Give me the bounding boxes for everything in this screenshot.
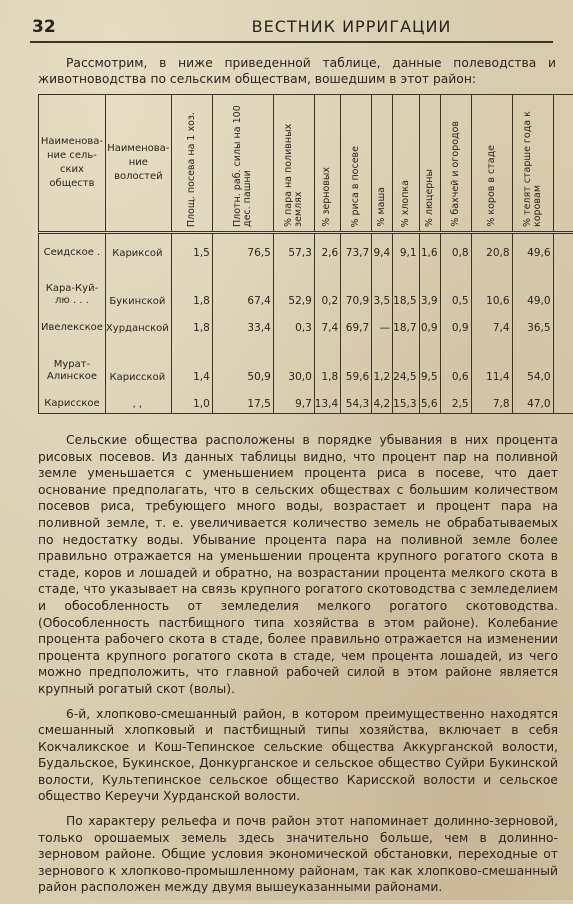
- value-cell: 52,9: [273, 262, 314, 310]
- table-row: [39, 262, 573, 310]
- value-cell: 70,9: [341, 262, 372, 310]
- column-header-label: % зерновых: [322, 163, 332, 231]
- value-cell: 69,7: [341, 310, 372, 337]
- value-cell: 36,5: [512, 310, 553, 337]
- column-header-label: Плотн. раб. силы на 100 дес. пашни: [233, 95, 253, 231]
- value-cell: 50,9: [212, 337, 273, 385]
- value-cell: [553, 262, 573, 310]
- value-cell: 18,7: [393, 310, 419, 337]
- column-header-label: % пара на поливных землях: [284, 95, 304, 231]
- value-cell: 57,3: [273, 233, 314, 263]
- value-cell: 15,3: [393, 386, 419, 414]
- society-name-cell: Кара-Куй-лю . . .: [39, 262, 106, 310]
- value-cell: 1,5: [171, 233, 212, 263]
- value-cell: 73,7: [341, 233, 372, 263]
- value-cell: 1,8: [314, 337, 340, 385]
- column-header-1: Наименова-ние волостей: [105, 95, 171, 233]
- column-header-label: % телят старше года к коровам: [523, 95, 543, 231]
- volost-name-cell: Карисской: [105, 337, 171, 385]
- column-header-label: % коров в стаде: [487, 141, 497, 231]
- table-row: [39, 310, 573, 337]
- society-name-cell: Ивелекское: [39, 310, 106, 337]
- column-header-6: [341, 95, 372, 233]
- value-cell: 2,5: [440, 386, 471, 414]
- society-name-cell: Сеидское .: [39, 233, 106, 263]
- table-body: [39, 233, 573, 414]
- value-cell: 2,6: [314, 233, 340, 263]
- value-cell: 67,4: [212, 262, 273, 310]
- value-cell: 0,6: [440, 337, 471, 385]
- statistics-table: [38, 94, 573, 414]
- column-header-3: [212, 95, 273, 233]
- value-cell: 13,4: [314, 386, 340, 414]
- value-cell: 0,3: [273, 310, 314, 337]
- column-header-8: [393, 95, 419, 233]
- volost-name-cell: , ,: [105, 386, 171, 414]
- page-header: [30, 15, 553, 43]
- volost-name-cell: Хурданской: [105, 310, 171, 337]
- volost-name-cell: Букинской: [105, 262, 171, 310]
- value-cell: 1,8: [171, 262, 212, 310]
- value-cell: 1,4: [171, 337, 212, 385]
- value-cell: 0,2: [314, 262, 340, 310]
- value-cell: 33,4: [212, 310, 273, 337]
- value-cell: 3,5: [372, 262, 393, 310]
- value-cell: 1,6: [419, 233, 440, 263]
- column-header-label: % риса в посеве: [351, 142, 361, 231]
- column-header-label: % бахчей и огородов: [451, 117, 461, 231]
- value-cell: 76,5: [212, 233, 273, 263]
- value-cell: 30,0: [273, 337, 314, 385]
- value-cell: 11,4: [471, 337, 512, 385]
- column-header-5: [314, 95, 340, 233]
- society-name-cell: Мурат-Алинское: [39, 337, 106, 385]
- column-header-7: [372, 95, 393, 233]
- column-header-11: [471, 95, 512, 233]
- table-row: [39, 233, 573, 263]
- intro-paragraph: Рассмотрим, в ниже приведенной таблице, данные полеводства и животноводства по сельским обществам, вошедшим в этот район:: [38, 55, 556, 87]
- value-cell: 18,5: [393, 262, 419, 310]
- column-header-13: [553, 95, 573, 233]
- value-cell: 49,6: [512, 233, 553, 263]
- society-name-cell: Карисское: [39, 386, 106, 414]
- value-cell: 0,5: [440, 262, 471, 310]
- paragraph-1: Сельские общества расположены в порядке убывания в них процента рисовых посевов. Из данных таблицы видно, что процент пар на поливной земле уменьшается с уменьшением процента риса в посеве, что дает основание предполагать, что в сельских обществах с большим количеством посевов риса, требующего много воды, возрастает и процент пара на поливной земле, т. е. увеличивается количество земель не обрабатываемых по недостатку воды. Убывание процента пара на поливной земле более правильно отражается на уменьшении процента крупного рогатого скота в стаде, коров и лошадей и обратно, на возрастании процента мелкого скота в стаде, что указывает на связь крупного рогатого скотоводства с земледелием и обособленность от земледелия мелкого рогатого скотоводства. (Обособленность пастбищного типа хозяйства в этом районе). Колебание процента рабочего скота в стаде, более правильно отражается на изменении процента крупного рогатого скота в стаде, чем процента лошадей, из чего можно предположить, что главной рабочей силой в этом районе является крупный рогатый скот (волы).: [38, 432, 558, 698]
- value-cell: 17,5: [212, 386, 273, 414]
- value-cell: 4,2: [372, 386, 393, 414]
- paragraph-3: По характеру рельефа и почв район этот напоминает долинно-зерновой, только орошаемых земель здесь значительно больше, чем в долинно-зерновом районе. Общие условия экономической обстановки, переходные от зернового к хлопково-промышленному районам, так как хлопково-смешанный район расположен между двумя вышеуказанными районами.: [38, 813, 558, 896]
- volost-name-cell: Кариксой: [105, 233, 171, 263]
- value-cell: 54,3: [341, 386, 372, 414]
- column-header-label: Площ. посева на 1 хоз.: [187, 108, 197, 231]
- value-cell: 9,7: [273, 386, 314, 414]
- value-cell: 7,8: [471, 386, 512, 414]
- value-cell: 9,1: [393, 233, 419, 263]
- table-header-row: [39, 95, 573, 233]
- column-header-2: [171, 95, 212, 233]
- value-cell: 49,0: [512, 262, 553, 310]
- column-header-4: [273, 95, 314, 233]
- value-cell: 7,4: [314, 310, 340, 337]
- value-cell: 5,6: [419, 386, 440, 414]
- table-row: [39, 337, 573, 385]
- value-cell: [553, 337, 573, 385]
- paragraph-2: 6-й, хлопково-смешанный район, в котором преимущественно находятся смешанный хлопковый и пастбищный типы хозяйства, включает в себя Кокчаликское и Кош-Тепинское сельские общества Аккурганской волости, Будальское, Букинское, Донкурганское и сельское общество Суйри Букинской волости, Культепинское сельское общество Карисской волости и сельское общество Кереучи Хурданской волости.: [38, 706, 558, 806]
- value-cell: 54,0: [512, 337, 553, 385]
- value-cell: 0,9: [419, 310, 440, 337]
- value-cell: —: [372, 310, 393, 337]
- value-cell: [553, 310, 573, 337]
- value-cell: [553, 386, 573, 414]
- table-row: [39, 386, 573, 414]
- data-table-wrapper: [38, 94, 560, 414]
- column-header-label: % люцерны: [425, 165, 435, 231]
- value-cell: 1,8: [171, 310, 212, 337]
- column-header-label: % маша: [377, 183, 387, 231]
- value-cell: 20,8: [471, 233, 512, 263]
- value-cell: 7,4: [471, 310, 512, 337]
- value-cell: 47,0: [512, 386, 553, 414]
- value-cell: 3,9: [419, 262, 440, 310]
- column-header-10: [440, 95, 471, 233]
- value-cell: [553, 233, 573, 263]
- value-cell: 0,8: [440, 233, 471, 263]
- column-header-label: % хлопка: [401, 176, 411, 231]
- body-text: [38, 432, 558, 904]
- value-cell: 0,9: [440, 310, 471, 337]
- value-cell: 59,6: [341, 337, 372, 385]
- value-cell: 1,0: [171, 386, 212, 414]
- page-number: 32: [32, 17, 56, 37]
- column-header-12: [512, 95, 553, 233]
- journal-title: ВЕСТНИК ИРРИГАЦИИ: [150, 17, 553, 36]
- column-header-0: Наименова-ние сель-ских обществ: [39, 95, 106, 233]
- value-cell: 24,5: [393, 337, 419, 385]
- value-cell: 9,4: [372, 233, 393, 263]
- column-header-9: [419, 95, 440, 233]
- value-cell: 10,6: [471, 262, 512, 310]
- value-cell: 1,2: [372, 337, 393, 385]
- value-cell: 9,5: [419, 337, 440, 385]
